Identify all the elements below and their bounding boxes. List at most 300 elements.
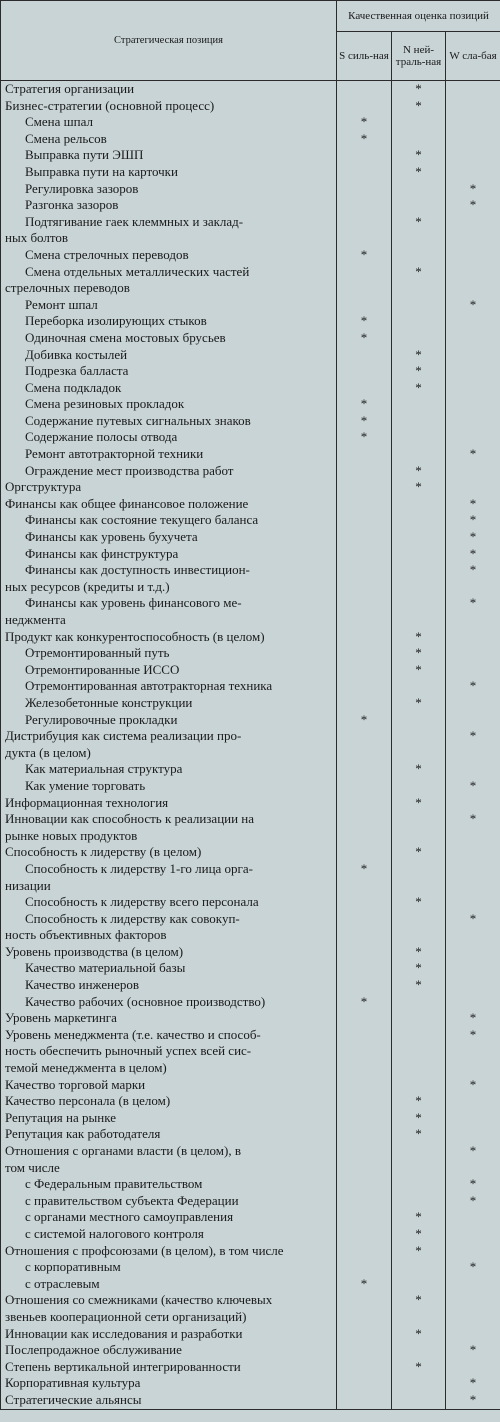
table-row (1, 247, 500, 264)
rating-w-cell: * (446, 1077, 500, 1094)
rating-n-cell: * (392, 629, 446, 646)
position-name: Репутация на рынке (1, 1110, 337, 1127)
table-row (1, 529, 500, 546)
table-row (1, 429, 500, 446)
position-name: ных болтов (1, 230, 337, 247)
position-name: Финансы как уровень финансового ме- (1, 595, 337, 612)
rating-w-cell (446, 944, 500, 961)
position-name: Подтягивание гаек клеммных и заклад- (1, 214, 337, 231)
rating-w-cell: * (446, 181, 500, 198)
table-row (1, 181, 500, 198)
rating-w-cell: * (446, 297, 500, 314)
rating-w-cell: * (446, 728, 500, 745)
rating-s-cell (337, 977, 392, 994)
position-name: Качество материальной базы (1, 960, 337, 977)
rating-s-cell (337, 1226, 392, 1243)
rating-s-cell (337, 512, 392, 529)
rating-n-cell (392, 1193, 446, 1210)
rating-w-cell: * (446, 911, 500, 928)
rating-n-cell: * (392, 695, 446, 712)
table-row (1, 479, 500, 496)
rating-n-cell: * (392, 81, 446, 98)
position-name: ных ресурсов (кредиты и т.д.) (1, 579, 337, 596)
rating-w-cell (446, 645, 500, 662)
position-name: Способность к лидерству всего персонала (1, 894, 337, 911)
table-row (1, 147, 500, 164)
rating-n-cell: * (392, 98, 446, 115)
rating-w-cell (446, 164, 500, 181)
neutral-column-header: N ней-траль-ная (392, 32, 446, 81)
rating-s-cell (337, 1060, 392, 1077)
rating-w-cell (446, 878, 500, 895)
table-row (1, 264, 500, 281)
rating-n-cell (392, 529, 446, 546)
rating-s-cell (337, 496, 392, 513)
rating-s-cell (337, 363, 392, 380)
rating-n-cell (392, 1375, 446, 1392)
table-row (1, 1292, 500, 1309)
rating-w-cell (446, 828, 500, 845)
rating-s-cell (337, 463, 392, 480)
table-row (1, 446, 500, 463)
rating-w-cell (446, 994, 500, 1011)
table-row (1, 1276, 500, 1293)
rating-s-cell (337, 1309, 392, 1326)
rating-w-cell (446, 479, 500, 496)
rating-w-cell (446, 894, 500, 911)
table-row (1, 1160, 500, 1177)
table-row (1, 629, 500, 646)
position-name: Продукт как конкурентоспособность (в целом) (1, 629, 337, 646)
rating-n-cell (392, 1392, 446, 1409)
position-name: Смена резиновых прокладок (1, 396, 337, 413)
rating-s-cell: * (337, 429, 392, 446)
rating-s-cell (337, 894, 392, 911)
table-row (1, 131, 500, 148)
rating-s-cell (337, 147, 392, 164)
table-row (1, 844, 500, 861)
rating-w-cell: * (446, 1392, 500, 1409)
rating-w-cell (446, 247, 500, 264)
table-row (1, 595, 500, 612)
table-row (1, 1193, 500, 1210)
rating-s-cell (337, 197, 392, 214)
rating-n-cell (392, 131, 446, 148)
position-name: Как умение торговать (1, 778, 337, 795)
table-row (1, 678, 500, 695)
rating-w-cell (446, 695, 500, 712)
position-name: Ремонт шпал (1, 297, 337, 314)
table-row (1, 994, 500, 1011)
rating-n-cell: * (392, 164, 446, 181)
rating-w-cell (446, 977, 500, 994)
rating-n-cell (392, 595, 446, 612)
rating-n-cell (392, 446, 446, 463)
rating-s-cell: * (337, 413, 392, 430)
table-row (1, 612, 500, 629)
rating-w-cell: * (446, 1027, 500, 1044)
rating-s-cell (337, 1027, 392, 1044)
table-row (1, 363, 500, 380)
position-name: с правительством субъекта Федерации (1, 1193, 337, 1210)
rating-w-cell: * (446, 1176, 500, 1193)
rating-s-cell (337, 927, 392, 944)
rating-w-cell (446, 131, 500, 148)
position-name: Уровень менеджмента (т.е. качество и способ- (1, 1027, 337, 1044)
rating-s-cell: * (337, 994, 392, 1011)
rating-w-cell (446, 1126, 500, 1143)
position-name: с органами местного самоуправления (1, 1209, 337, 1226)
position-name: Одиночная смена мостовых брусьев (1, 330, 337, 347)
rating-w-cell: * (446, 1193, 500, 1210)
rating-s-cell (337, 1093, 392, 1110)
rating-s-cell (337, 745, 392, 762)
rating-s-cell (337, 728, 392, 745)
table-row (1, 197, 500, 214)
table-row (1, 695, 500, 712)
rating-n-cell (392, 778, 446, 795)
position-name: Железобетонные конструкции (1, 695, 337, 712)
rating-n-cell (392, 712, 446, 729)
table-row (1, 330, 500, 347)
rating-w-cell: * (446, 811, 500, 828)
table-row (1, 1243, 500, 1260)
rating-w-cell: * (446, 1010, 500, 1027)
rating-s-cell (337, 264, 392, 281)
rating-n-cell (392, 878, 446, 895)
rating-n-cell (392, 1309, 446, 1326)
table-row (1, 512, 500, 529)
rating-n-cell: * (392, 662, 446, 679)
rating-w-cell (446, 463, 500, 480)
rating-n-cell (392, 1160, 446, 1177)
rating-s-cell (337, 811, 392, 828)
position-name: Смена рельсов (1, 131, 337, 148)
rating-n-cell: * (392, 645, 446, 662)
rating-w-cell: * (446, 197, 500, 214)
table-row (1, 977, 500, 994)
position-name: том числе (1, 1160, 337, 1177)
table-row (1, 1309, 500, 1326)
rating-w-cell: * (446, 529, 500, 546)
table-row (1, 1126, 500, 1143)
position-name: Оргструктура (1, 479, 337, 496)
rating-n-cell (392, 413, 446, 430)
rating-n-cell: * (392, 147, 446, 164)
rating-n-cell (392, 927, 446, 944)
rating-n-cell (392, 330, 446, 347)
rating-n-cell: * (392, 1209, 446, 1226)
rating-n-cell: * (392, 1292, 446, 1309)
rating-w-cell (446, 960, 500, 977)
rating-w-cell (446, 1226, 500, 1243)
rating-s-cell (337, 1243, 392, 1260)
table-row (1, 380, 500, 397)
position-name: Качество рабочих (основное производство) (1, 994, 337, 1011)
rating-s-cell (337, 1342, 392, 1359)
rating-s-cell: * (337, 712, 392, 729)
position-name: Регулировочные прокладки (1, 712, 337, 729)
rating-n-cell (392, 728, 446, 745)
rating-s-cell (337, 529, 392, 546)
rating-w-cell (446, 927, 500, 944)
table-row (1, 1143, 500, 1160)
rating-s-cell (337, 1193, 392, 1210)
rating-s-cell (337, 645, 392, 662)
rating-n-cell (392, 1027, 446, 1044)
rating-n-cell (392, 230, 446, 247)
rating-w-cell (446, 1060, 500, 1077)
rating-n-cell (392, 1143, 446, 1160)
rating-w-cell (446, 761, 500, 778)
table-row (1, 828, 500, 845)
position-name: Регулировка зазоров (1, 181, 337, 198)
table-row (1, 894, 500, 911)
rating-n-cell: * (392, 1359, 446, 1376)
table-body (1, 81, 500, 1410)
position-name: ность обеспечить рыночный успех всей сис- (1, 1043, 337, 1060)
rating-s-cell (337, 1292, 392, 1309)
rating-w-cell (446, 795, 500, 812)
rating-w-cell (446, 214, 500, 231)
rating-w-cell (446, 413, 500, 430)
rating-w-cell (446, 1292, 500, 1309)
rating-w-cell (446, 347, 500, 364)
table-row (1, 1259, 500, 1276)
rating-w-cell (446, 98, 500, 115)
rating-group-header: Качественная оценка позиций (337, 1, 500, 32)
rating-s-cell (337, 1176, 392, 1193)
rating-n-cell (392, 247, 446, 264)
rating-w-cell: * (446, 778, 500, 795)
table-row (1, 1043, 500, 1060)
position-name: Информационная технология (1, 795, 337, 812)
rating-s-cell (337, 1160, 392, 1177)
rating-s-cell (337, 214, 392, 231)
rating-s-cell (337, 446, 392, 463)
position-name: Качество инженеров (1, 977, 337, 994)
table-row (1, 927, 500, 944)
position-name: Финансы как доступность инвестицион- (1, 562, 337, 579)
rating-s-cell (337, 695, 392, 712)
rating-n-cell: * (392, 479, 446, 496)
rating-w-cell: * (446, 1375, 500, 1392)
table-row (1, 347, 500, 364)
rating-n-cell: * (392, 761, 446, 778)
table-row (1, 164, 500, 181)
rating-w-cell (446, 330, 500, 347)
rating-s-cell (337, 81, 392, 98)
position-name: Отремонтированная автотракторная техника (1, 678, 337, 695)
rating-w-cell (446, 1209, 500, 1226)
position-name: Отремонтированные ИССО (1, 662, 337, 679)
rating-s-cell: * (337, 861, 392, 878)
table-row (1, 745, 500, 762)
rating-s-cell (337, 678, 392, 695)
position-name: Стратегия организации (1, 81, 337, 98)
position-name: с отраслевым (1, 1276, 337, 1293)
rating-n-cell (392, 280, 446, 297)
rating-s-cell (337, 595, 392, 612)
rating-w-cell (446, 81, 500, 98)
rating-w-cell (446, 147, 500, 164)
rating-s-cell (337, 1259, 392, 1276)
position-name: с корпоративным (1, 1259, 337, 1276)
table-row (1, 1359, 500, 1376)
rating-w-cell (446, 1276, 500, 1293)
position-name: Содержание полосы отвода (1, 429, 337, 446)
rating-s-cell (337, 761, 392, 778)
rating-s-cell (337, 778, 392, 795)
rating-n-cell (392, 1010, 446, 1027)
rating-w-cell: * (446, 512, 500, 529)
rating-s-cell (337, 1392, 392, 1409)
rating-s-cell (337, 944, 392, 961)
table-row (1, 81, 500, 98)
rating-n-cell: * (392, 1326, 446, 1343)
table-row (1, 98, 500, 115)
table-row (1, 662, 500, 679)
rating-w-cell (446, 1359, 500, 1376)
position-name: Отремонтированный путь (1, 645, 337, 662)
table-row (1, 463, 500, 480)
rating-s-cell (337, 1010, 392, 1027)
rating-w-cell (446, 1043, 500, 1060)
position-name: Переборка изолирующих стыков (1, 313, 337, 330)
position-name: дукта (в целом) (1, 745, 337, 762)
rating-s-cell (337, 297, 392, 314)
table-row (1, 712, 500, 729)
position-name: Способность к лидерству (в целом) (1, 844, 337, 861)
table-row (1, 562, 500, 579)
rating-n-cell (392, 1276, 446, 1293)
rating-w-cell (446, 396, 500, 413)
position-name: с Федеральным правительством (1, 1176, 337, 1193)
position-name: неджмента (1, 612, 337, 629)
rating-w-cell: * (446, 1143, 500, 1160)
rating-w-cell (446, 1326, 500, 1343)
rating-s-cell (337, 911, 392, 928)
table-row (1, 944, 500, 961)
rating-w-cell (446, 612, 500, 629)
rating-n-cell (392, 562, 446, 579)
rating-n-cell: * (392, 1110, 446, 1127)
rating-w-cell (446, 114, 500, 131)
rating-n-cell (392, 546, 446, 563)
rating-w-cell (446, 363, 500, 380)
rating-s-cell (337, 662, 392, 679)
table-row (1, 878, 500, 895)
position-name: Степень вертикальной интегрированности (1, 1359, 337, 1376)
rating-n-cell (392, 1342, 446, 1359)
rating-n-cell: * (392, 844, 446, 861)
rating-n-cell (392, 612, 446, 629)
position-name: рынке новых продуктов (1, 828, 337, 845)
position-name: с системой налогового контроля (1, 1226, 337, 1243)
strong-column-header: S силь-ная (337, 32, 392, 81)
table-row (1, 761, 500, 778)
rating-n-cell (392, 197, 446, 214)
rating-s-cell (337, 1110, 392, 1127)
rating-n-cell: * (392, 264, 446, 281)
position-name: Способность к лидерству 1-го лица орга- (1, 861, 337, 878)
rating-n-cell (392, 1259, 446, 1276)
rating-w-cell (446, 662, 500, 679)
rating-s-cell (337, 1043, 392, 1060)
rating-s-cell (337, 579, 392, 596)
rating-w-cell (446, 1309, 500, 1326)
rating-s-cell: * (337, 396, 392, 413)
rating-s-cell (337, 1326, 392, 1343)
rating-n-cell: * (392, 1226, 446, 1243)
position-name: ность объективных факторов (1, 927, 337, 944)
rating-w-cell (446, 712, 500, 729)
rating-n-cell (392, 297, 446, 314)
position-name: низации (1, 878, 337, 895)
rating-s-cell: * (337, 247, 392, 264)
rating-s-cell (337, 347, 392, 364)
position-name: Ремонт автотракторной техники (1, 446, 337, 463)
position-name: Качество торговой марки (1, 1077, 337, 1094)
rating-w-cell (446, 230, 500, 247)
rating-s-cell (337, 181, 392, 198)
rating-n-cell (392, 1043, 446, 1060)
rating-w-cell (446, 264, 500, 281)
table-row (1, 546, 500, 563)
rating-s-cell (337, 878, 392, 895)
rating-n-cell (392, 429, 446, 446)
rating-s-cell (337, 844, 392, 861)
table-row (1, 911, 500, 928)
rating-w-cell: * (446, 546, 500, 563)
table-row (1, 1110, 500, 1127)
position-name: Ограждение мест производства работ (1, 463, 337, 480)
table-row (1, 1010, 500, 1027)
rating-s-cell: * (337, 114, 392, 131)
position-name: Корпоративная культура (1, 1375, 337, 1392)
position-name: Смена подкладок (1, 380, 337, 397)
rating-w-cell: * (446, 446, 500, 463)
rating-n-cell: * (392, 795, 446, 812)
table-row (1, 778, 500, 795)
table-row (1, 645, 500, 662)
table-row (1, 1326, 500, 1343)
rating-n-cell (392, 911, 446, 928)
rating-n-cell (392, 745, 446, 762)
rating-w-cell (446, 313, 500, 330)
table-row (1, 297, 500, 314)
rating-n-cell: * (392, 894, 446, 911)
table-row (1, 280, 500, 297)
rating-n-cell: * (392, 347, 446, 364)
rating-s-cell (337, 280, 392, 297)
position-name: Репутация как работодателя (1, 1126, 337, 1143)
rating-s-cell (337, 98, 392, 115)
table-row (1, 1093, 500, 1110)
rating-w-cell (446, 629, 500, 646)
rating-w-cell: * (446, 562, 500, 579)
table-row (1, 396, 500, 413)
position-name: Финансы как состояние текущего баланса (1, 512, 337, 529)
position-name: Дистрибуция как система реализации про- (1, 728, 337, 745)
position-name: Бизнес-стратегии (основной процесс) (1, 98, 337, 115)
rating-n-cell (392, 828, 446, 845)
position-name: Отношения с органами власти (в целом), в (1, 1143, 337, 1160)
table-row (1, 579, 500, 596)
position-name: Отношения с профсоюзами (в целом), в том числе (1, 1243, 337, 1260)
position-name: Смена отдельных металлических частей (1, 264, 337, 281)
rating-s-cell (337, 479, 392, 496)
